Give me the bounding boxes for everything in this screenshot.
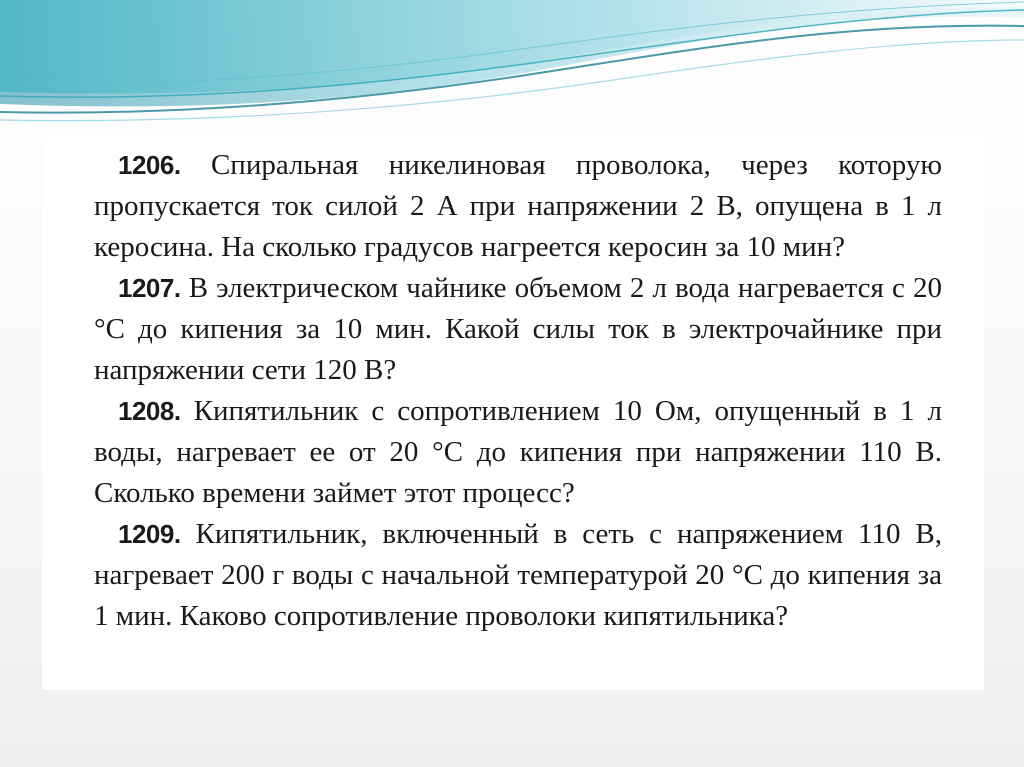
wave-decoration: [0, 0, 1024, 130]
problem-1206: [94, 145, 942, 268]
problem-number: 1209.: [118, 519, 181, 549]
problem-text: В электрическом чайнике объемом 2 л вода нагревается с 20 °С до кипения за 10 мин. Какой силы ток в электрочайнике при напряжении сети 120 В?: [94, 272, 942, 386]
problem-text: Спиральная никелиновая проволока, через которую пропускается ток силой 2 А при напряжении 2 В, опущена в 1 л керосина. На сколько градусов нагреется керосин за 10 мин?: [94, 149, 942, 263]
problem-number: 1207.: [118, 273, 181, 303]
problem-number: 1206.: [118, 150, 181, 180]
problem-1207: [94, 268, 942, 391]
problem-1209: [94, 514, 942, 637]
problem-text: Кипятильник с сопротивлением 10 Ом, опущенный в 1 л воды, нагревает ее от 20 °С до кипения при напряжении 110 В. Сколько времени займет этот процесс?: [94, 395, 943, 509]
problem-1208: [94, 391, 942, 514]
problem-text: Кипятильник, включенный в сеть с напряжением 110 В, нагревает 200 г воды с начальной температурой 20 °С до кипения за 1 мин. Каково сопротивление проволоки кипятильника?: [94, 518, 942, 632]
problem-number: 1208.: [118, 396, 181, 426]
problem-panel: [42, 137, 984, 690]
